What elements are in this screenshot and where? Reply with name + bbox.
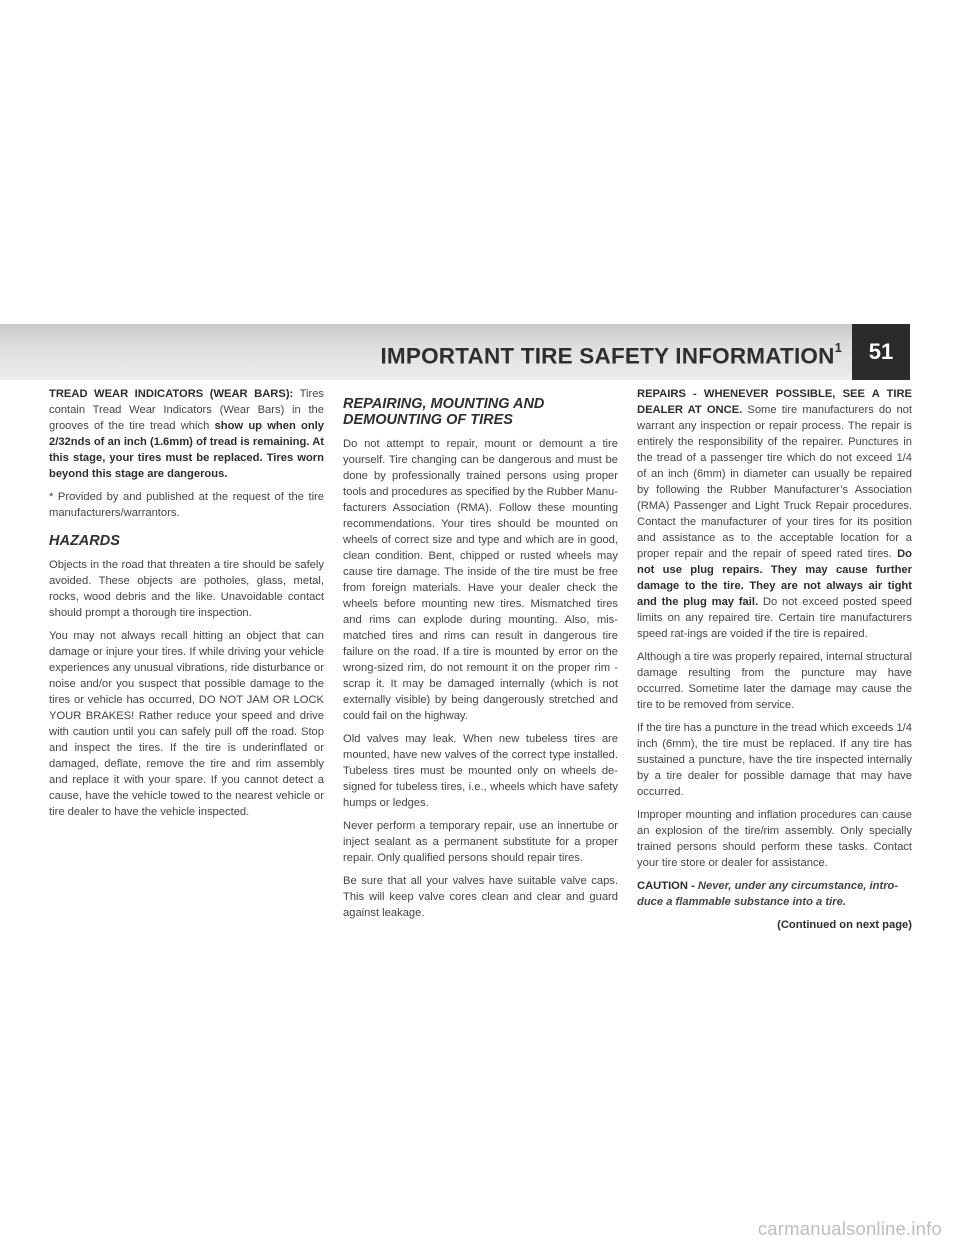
repairs-tail-text: Do not exceed posted speed limits on any repaired tire. Certain tire manufacturers speed rat-ings are voided if the tire is repaired.: [637, 596, 913, 640]
repairs-paragraph-4: Improper mounting and inflation procedures can cause an explosion of the tire/rim assembly. Only specially trained persons should perform these tasks. Contact your tire store or dealer for assistance.: [637, 809, 912, 869]
column-middle: [343, 386, 618, 928]
repairing-paragraph-1: Do not attempt to repair, mount or demount a tire yourself. Tire changing can be dangerous and must be done by professionally trained persons using proper tools and procedures as specified by the Rubber Manu-facturers Association (RMA). Follow these mounting recommendations. Your tires should be mounted on wheels of correct size and type and which are in good, clean condition. Bent, chipped or rusted wheels may cause tire damage. The inside of the tire must be free from foreign materials. Have your dealer check the wheels before mounting new tires. Mismatched tires and rims can explode during mounting. Also, mis-matched tires and rims can result in dangerous tire failure on the road. If a tire is mounted by error on the wrong-sized rim, do not remount it on the proper rim - scrap it. It may be damaged internally (which is not externally visible) by being dangerously stretched and could fail on the highway.: [343, 438, 618, 722]
page-number: 51: [852, 324, 910, 380]
repairs-heading: REPAIRS - WHENEVER POSSIBLE, SEE A TIRE DEALER AT ONCE.: [637, 388, 912, 416]
repairing-heading: REPAIRING, MOUNTING AND DEMOUNTING OF TIRES: [343, 396, 545, 428]
hazards-paragraph-1: Objects in the road that threaten a tire should be safely avoided. These objects are potholes, glass, metal, rocks, wood debris and the like. Unavoidable contact should prompt a thorough tire inspection.: [49, 559, 324, 619]
tread-wear-paragraph: [49, 386, 324, 482]
continued-notice: (Continued on next page): [777, 919, 912, 931]
tread-wear-text: Tires contain Tread Wear Indicators (Wear Bars) in the grooves of the tire tread which: [49, 388, 325, 432]
repairs-text: Some tire manufacturers do not warrant any inspection or repair process. The repair is entirely the responsibility of the repairer. Punctures in the tread of a passenger tire which do not exceed 1/4 of an inch (6mm) in diameter can usually be repaired by following the Rubber Manufacturer’s Association (RMA) Passenger and Light Truck Repair procedures. Contact the manufacturer of your tires for its position and assistance as to the acceptable location for a proper repair and the repair of speed rated tires.: [637, 404, 913, 560]
hazards-heading: HAZARDS: [49, 533, 120, 549]
plug-repair-warning: Do not use plug repairs. They may cause further damage to the tire. They are not always air tight and the plug may fail.: [637, 548, 913, 608]
column-left: [49, 386, 324, 827]
column-right: [637, 386, 912, 933]
tread-wear-heading: TREAD WEAR INDICATORS (WEAR BARS):: [49, 388, 294, 400]
repairing-paragraph-3: Never perform a temporary repair, use an innertube or inject sealant as a permanent substitute for a proper repair. Only qualified persons should repair tires.: [343, 820, 618, 864]
repairing-paragraph-2: Old valves may leak. When new tubeless tires are mounted, have new valves of the correct type installed. Tubeless tires must be mounted only on wheels de-signed for tubeless tires, i.e., wheels which have safety humps or ledges.: [343, 733, 618, 809]
repairs-paragraph-2: Although a tire was properly repaired, internal structural damage resulting from the puncture may have occurred. Sometime later the damage may cause the tire to be removed from service.: [637, 651, 912, 711]
caution-text: Never, under any circumstance, intro-duce a flammable substance into a tire.: [637, 880, 899, 908]
repairing-paragraph-4: Be sure that all your valves have suitable valve caps. This will keep valve cores clean and clear and guard against leakage.: [343, 875, 618, 919]
repairs-paragraph-3: If the tire has a puncture in the tread which exceeds 1/4 inch (6mm), the tire must be replaced. If any tire has sustained a puncture, have the tire inspected internally by a tire dealer for possible damage that may have occurred.: [637, 722, 912, 798]
watermark: carmanualsonline.info: [757, 1218, 942, 1239]
section-title: IMPORTANT TIRE SAFETY INFORMATION$^1$: [380, 340, 842, 369]
caution-paragraph: [637, 878, 912, 910]
footnote-marker: 1: [834, 340, 842, 355]
footnote: * Provided by and published at the request of the tire manufacturers/warrantors.: [49, 491, 324, 519]
hazards-paragraph-2: You may not always recall hitting an object that can damage or injure your tires. If while driving your vehicle experiences any unusual vibrations, ride disturbance or noise and/or you suspect that possible damage to the tires or vehicle has occurred, DO NOT JAM OR LOCK YOUR BRAKES! Rather reduce your speed and drive with caution until you can safely pull off the road. Stop and inspect the tires. If the tire is underinflated or damaged, deflate, remove the tire and rim assembly and replace it with your spare. If you cannot detect a cause, have the vehicle towed to the nearest vehicle or tire dealer to have the vehicle inspected.: [49, 630, 324, 818]
tread-wear-warning: show up when only 2/32nds of an inch (1.6mm) of tread is remaining. At this stage, your tires must be replaced. Tires worn beyond this stage are dangerous.: [49, 420, 324, 480]
caution-label: CAUTION -: [637, 880, 695, 892]
repairs-paragraph: [637, 386, 912, 642]
